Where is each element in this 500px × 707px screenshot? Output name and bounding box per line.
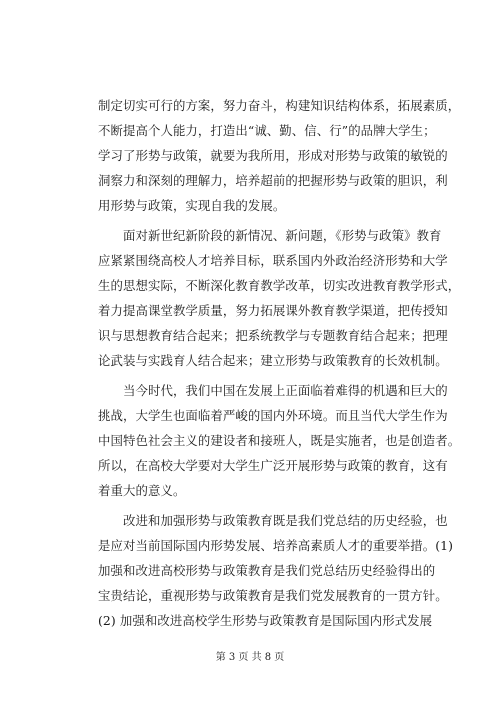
page-number-footer: 第 3 页 共 8 页 [215, 652, 285, 663]
body-text [98, 93, 461, 633]
text-line: 生的思想实际，不断深化教育教学改革，切实改进教育教学形式， [98, 278, 461, 293]
paragraph-4 [98, 508, 454, 633]
text-line: 所以，在高校大学要对大学生广泛开展形势与政策的教育，这有 [98, 458, 448, 473]
text-line: 中国特色社会主义的建设者和接班人，既是实施者，也是创造者。 [98, 433, 461, 448]
text-line: 面对新世纪新阶段的新情况、新问题，《形势与政策》教育 [98, 228, 442, 243]
text-line: 着重大的意义。 [98, 483, 186, 498]
text-line: 当今时代，我们中国在发展上正面临着难得的机遇和巨大的 [98, 383, 448, 398]
text-line: 挑战，大学生也面临着严峻的国内外环境。而且当代大学生作为 [98, 408, 448, 423]
text-line: (2) 加强和改进高校学生形势与政策教育是国际国内形式发展 [98, 613, 433, 628]
text-line: 学习了形势与政策，就要为我所用，形成对形势与政策的敏锐的 [98, 148, 448, 163]
text-line: 着力提高课堂教学质量，努力拓展课外教育教学渠道，把传授知 [98, 303, 448, 318]
paragraph-3 [98, 378, 461, 503]
text-line: 制定切实可行的方案，努力奋斗，构建知识结构体系，拓展素质， [98, 98, 461, 113]
text-line: 用形势与政策，实现自我的发展。 [98, 198, 286, 213]
text-line: 加强和改进高校形势与政策教育是我们党总结历史经验得出的 [98, 563, 436, 578]
text-line: 应紧紧围绕高校人才培养目标，联系国内外政治经济形势和大学 [98, 253, 448, 268]
text-line: 是应对当前国际国内形势发展、培养高素质人才的重要举措。(1) [98, 538, 454, 553]
text-line: 识与思想教育结合起来；把系统教学与专题教育结合起来；把理 [98, 328, 448, 343]
paragraph-1 [98, 93, 461, 218]
text-line: 洞察力和深刻的理解力，培养超前的把握形势与政策的胆识，利 [98, 173, 448, 188]
text-line: 改进和加强形势与政策教育既是我们党总结的历史经验，也 [98, 513, 448, 528]
text-line: 不断提高个人能力，打造出“诚、勤、信、行”的品牌大学生； [98, 123, 436, 138]
text-line: 论武装与实践育人结合起来；建立形势与政策教育的长效机制。 [98, 353, 448, 368]
text-line: 宝贵结论，重视形势与政策教育是我们党发展教育的一贯方针。 [98, 588, 448, 603]
paragraph-2 [98, 223, 461, 373]
